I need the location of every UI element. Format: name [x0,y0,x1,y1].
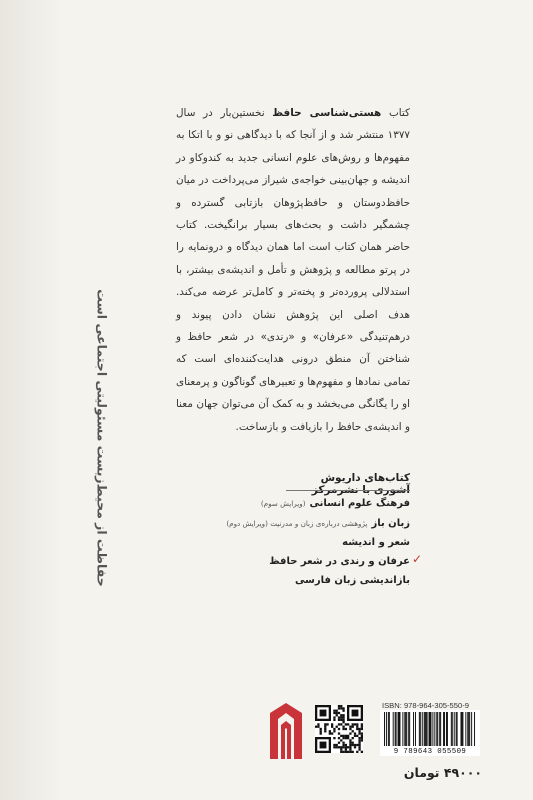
book-title: بازاندیشی زبان فارسی [294,575,410,586]
blurb-body: نخستین‌بار در سال ۱۳۷۷ منتشر شد و از آنجا که با دیدگاهی نو و با اتکا به مفهوم‌ها و روش‌های علوم انسانی جدید به کندوکاو در اندیشه و جهان‌بینی خواجه‌ی شیراز می‌پرداخت در میان حافظ‌دوستان و حافظ‌پژوهان بازتابی گسترده و چشمگیر داشت و بحث‌های بسیار برانگیخت. کتاب حاضر همان کتاب است اما همان دیدگاه و درونمایه را در پرتو مطالعه و پژوهش و تأمل و اندیشه‌ی بیشتر، با استدلالی پرورده‌تر و پخته‌تر و کامل‌تر عرضه می‌کند. هدف اصلی این پژوهش نشان دادن پیوند و درهم‌تنیدگی «عرفان» و «رندی» در شعر حافظ و شناختن آن منطق درونی هدایت‌کننده‌ای است که تمامی نمادها و مفهوم‌ها و تعبیرهای گوناگون و پرمعنای او را یگانگی می‌بخشد و به کمک آن می‌توان جهان معنا و اندیشه‌ی حافظ را بازیافت و بازساخت. [176,107,410,433]
spine-slogan: حفاظت از محیط‌زیست مسئولیتی اجتماعی است [94,289,110,587]
blurb-prefix: کتاب [381,107,410,119]
other-books-heading: کتاب‌های داریوش آشوری با نشرمرکز [311,472,410,496]
book-list-item [295,575,410,586]
publisher-logo [268,699,304,763]
book-title: شعر و اندیشه [342,537,410,548]
book-list-item [269,556,410,567]
book-list-item [261,498,410,509]
heading-divider [286,490,410,491]
blurb-book-title: هستی‌شناسی حافظ [272,107,382,119]
book-title: زبان باز [371,518,410,529]
book-list-item [226,518,410,529]
qr-code [315,705,363,753]
isbn-label: ISBN: 978-964-305-550-9 [382,701,469,710]
price-label: ۴۹۰۰۰ تومان [403,765,482,780]
book-blurb [176,102,410,438]
book-list-item [342,537,410,548]
spine-strip [0,0,62,800]
book-note: (ویرایش سوم) [260,499,306,508]
book-title: عرفان و رندی در شعر حافظ [269,556,410,567]
barcode [380,710,480,756]
book-title: فرهنگ علوم انسانی [309,498,410,509]
barcode-number: 9 789643 055509 [393,748,467,756]
book-note: پژوهشی درباره‌ی زبان و مدرنیت (ویرایش دوم) [226,519,368,528]
checkmark-icon: ✓ [412,552,423,566]
